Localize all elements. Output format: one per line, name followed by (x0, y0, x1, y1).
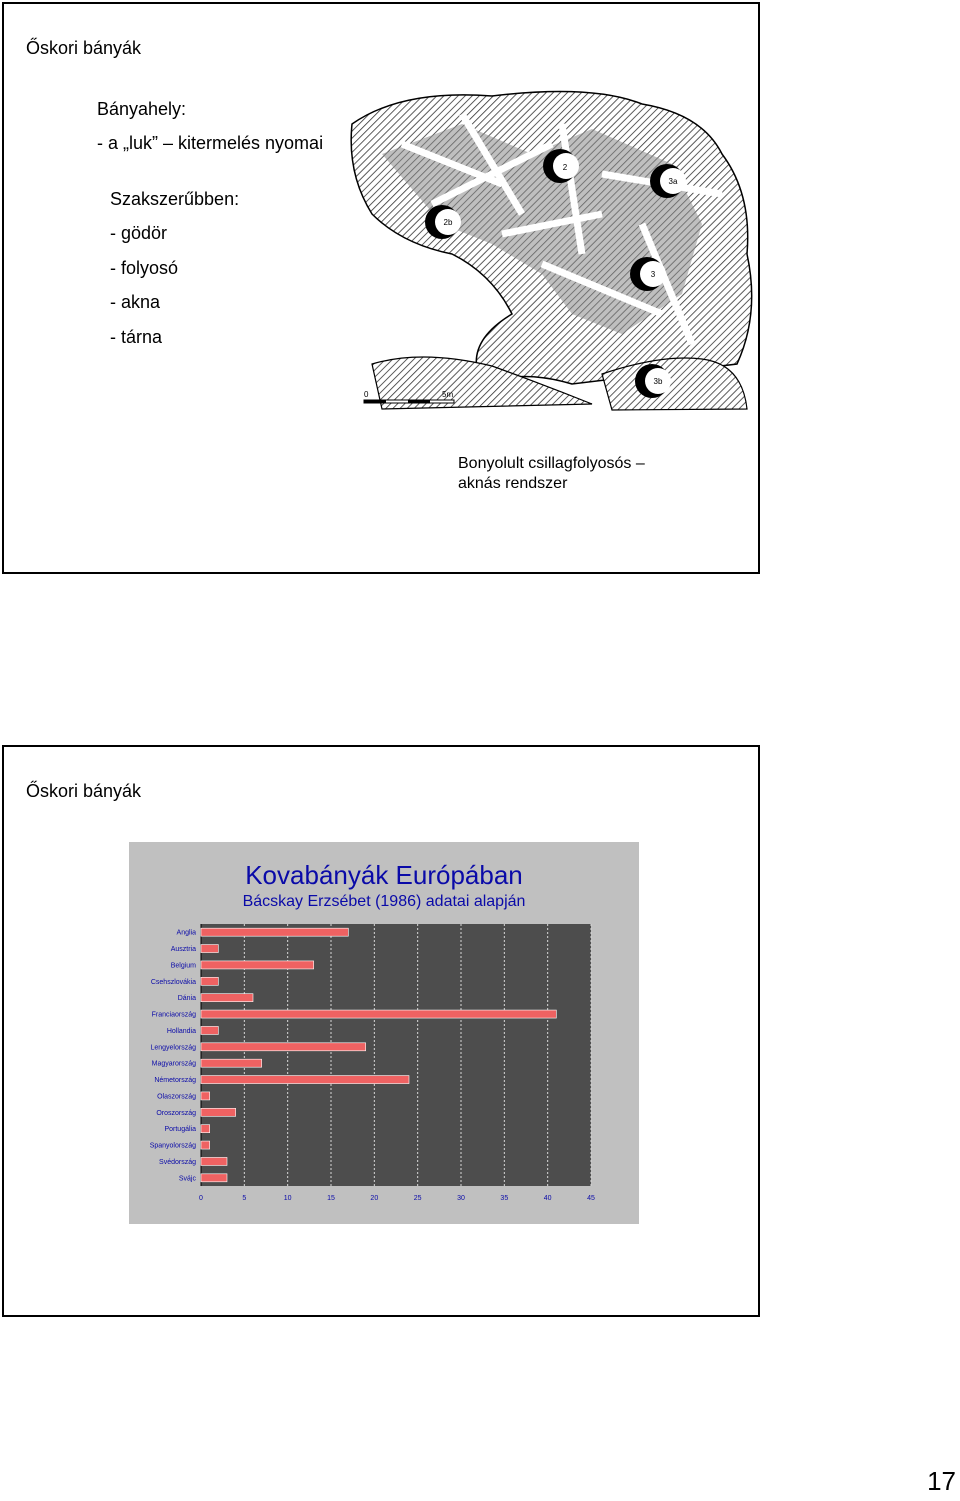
x-tick-label: 10 (283, 1195, 292, 1202)
list-item: - tárna (110, 327, 163, 347)
y-tick-label: Magyarország (151, 1060, 196, 1068)
bar (201, 977, 218, 985)
list-item: - akna (110, 292, 161, 312)
bar (201, 1174, 227, 1182)
x-tick-label: 25 (413, 1195, 422, 1202)
slide-title: Őskori bányák (26, 38, 142, 58)
caption-line: aknás rendszer (458, 475, 568, 492)
x-tick-label: 15 (327, 1195, 335, 1202)
svg-text:2b: 2b (443, 218, 453, 227)
y-tick-label: Dánia (177, 995, 196, 1003)
x-tick-label: 5 (242, 1195, 247, 1202)
bar (201, 1092, 210, 1100)
y-tick-label: Ausztria (170, 946, 196, 954)
y-tick-label: Belgium (170, 962, 196, 970)
x-tick-label: 40 (543, 1195, 552, 1202)
map-caption (458, 454, 645, 494)
chart-title: Kovabányák Európában (245, 860, 523, 890)
chart-subtitle: Bácskay Erzsébet (1986) adatai alapján (242, 893, 526, 910)
bar (201, 1043, 366, 1051)
caption-line: Bonyolult csillagfolyosós – (458, 455, 645, 472)
slide-2 (2, 745, 760, 1317)
svg-text:0: 0 (364, 390, 369, 399)
y-tick-label: Svédország (159, 1158, 196, 1166)
list-item: - gödör (110, 223, 168, 243)
bar (201, 1108, 236, 1116)
page-number: 17 (927, 1466, 956, 1496)
x-tick-label: 0 (199, 1195, 203, 1202)
y-tick-label: Anglia (176, 929, 196, 937)
x-tick-label: 30 (457, 1195, 465, 1202)
y-tick-label: Oroszország (156, 1109, 196, 1117)
bar (201, 1059, 262, 1067)
y-tick-label: Spanyolország (149, 1142, 196, 1150)
bar (201, 928, 348, 936)
bar (201, 1010, 556, 1018)
svg-text:3a: 3a (668, 177, 678, 186)
x-tick-label: 35 (500, 1195, 509, 1202)
mine-map-drawing (342, 84, 760, 414)
luk-line: - a „luk” – kitermelés nyomai (97, 133, 324, 153)
bar (201, 1026, 218, 1034)
y-tick-label: Franciaország (151, 1011, 196, 1019)
y-tick-label: Portugália (164, 1126, 196, 1134)
svg-text:3b: 3b (653, 377, 663, 386)
y-tick-label: Hollandia (166, 1027, 196, 1035)
svg-text:3: 3 (650, 270, 656, 279)
bar (201, 994, 253, 1002)
svg-text:2: 2 (562, 163, 568, 172)
slide-1 (2, 2, 760, 574)
bar (201, 1125, 210, 1133)
subheading: Szakszerűbben: (110, 189, 240, 209)
slide-title: Őskori bányák (26, 781, 142, 801)
bar (201, 961, 314, 969)
y-tick-label: Svájc (178, 1175, 196, 1183)
svg-text:5m: 5m (442, 390, 454, 399)
y-tick-label: Csehszlovákia (150, 978, 196, 986)
mine-galleries (351, 92, 752, 411)
bar (201, 1141, 210, 1149)
y-tick-label: Lengyelország (150, 1044, 196, 1052)
y-tick-label: Németország (154, 1077, 196, 1085)
x-tick-label: 20 (370, 1195, 379, 1202)
bar (201, 945, 218, 953)
y-tick-label: Olaszország (157, 1093, 196, 1101)
bar (201, 1157, 227, 1165)
heading-banyahely: Bányahely: (97, 99, 187, 119)
bar (201, 1076, 409, 1084)
x-tick-label: 45 (587, 1195, 595, 1202)
bar-chart (129, 842, 639, 1224)
list-item: - folyosó (110, 258, 179, 278)
